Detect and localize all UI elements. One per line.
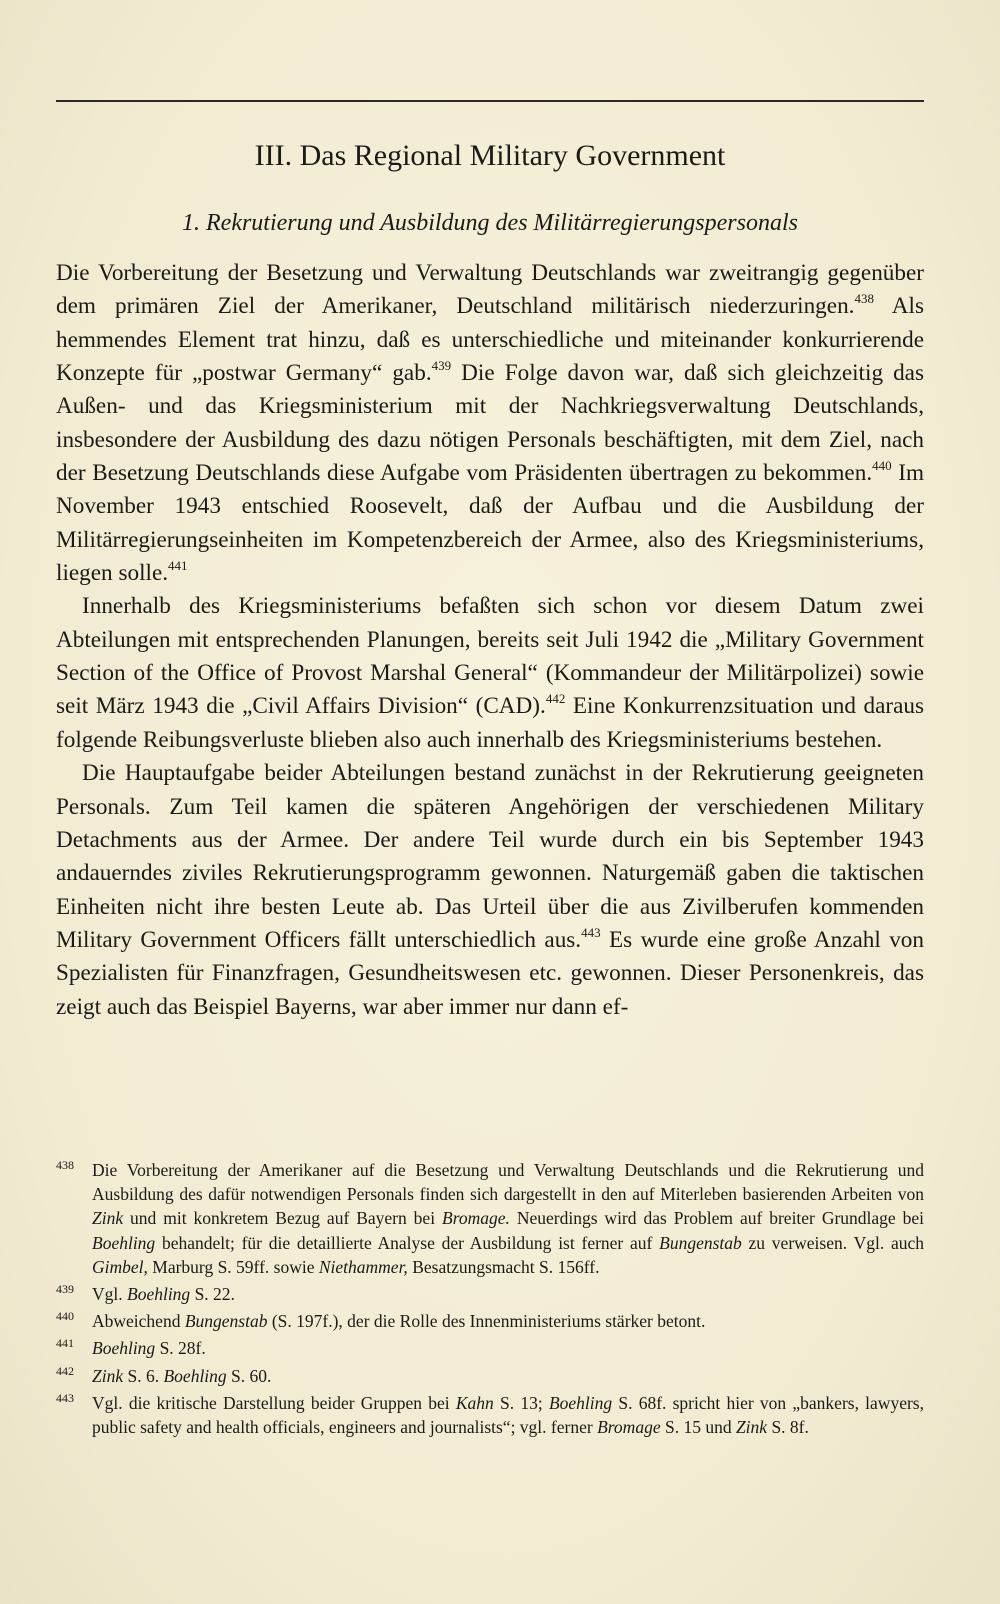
footnote-text (92, 1309, 924, 1333)
text-run: Innerhalb des Kriegsministeriums befaßten sich schon vor diesem Datum zwei Abteilungen mit entsprechenden Planungen, bereits seit Juli 1942 die „Military Government Section of the Office of Provost Marshal General“ (Kommandeur der Militärpolizei) sowie seit März 1943 die „Civil Affairs Division“ (CAD). (56, 593, 924, 720)
italic-text: Gimbel, (92, 1256, 148, 1277)
italic-text: Kahn (455, 1392, 494, 1413)
text-run: Abweichend (92, 1311, 185, 1332)
text-run: Die Hauptaufgabe beider Abteilungen bestand zunächst in der Rekrutierung geeigneten Personals. Zum Teil kamen die späteren Angehörigen der verschiedenen Military Detachments aus der Armee. Der andere Teil wurde durch ein bis September 1943 andauerndes ziviles Rekrutierungsprogramm gewonnen. Naturgemäß gaben die taktischen Einheiten nicht ihre besten Leute ab. Das Urteil über die aus Zivilberufen kommenden Military Government Officers fällt unterschiedlich aus. (56, 760, 924, 953)
italic-text: Zink (735, 1417, 768, 1438)
italic-text: Niethammer, (318, 1256, 408, 1277)
italic-text: Boehling (163, 1365, 227, 1386)
footnote (56, 1391, 924, 1439)
footnote (56, 1158, 924, 1279)
text-run: Neuerdings wird das Problem auf breiter Grundlage bei (509, 1208, 924, 1229)
footnote-text (92, 1158, 924, 1279)
footnote-number: 441 (56, 1336, 74, 1351)
subsection-title: 1. Rekrutierung und Ausbildung des Militärregierungspersonals (182, 210, 798, 236)
italic-text: Bromage. (442, 1208, 510, 1229)
text-run: Die Vorbereitung der Amerikaner auf die Besetzung und Verwaltung Deutschlands und die Rekrutierung und Ausbildung des dafür notwendigen Personals finden sich dargestellt in den auf Miterleben basierenden Arbeiten von (92, 1160, 924, 1205)
italic-text: Bromage (597, 1417, 661, 1438)
footnote-text (92, 1336, 924, 1360)
text-run: Im November 1943 entschied Roosevelt, daß der Aufbau und die Ausbildung der Militärregierungseinheiten im Kompetenzbereich der Armee, also des Kriegsministeriums, liegen solle. (56, 460, 924, 587)
text-run: S. 6. (123, 1365, 164, 1386)
text-run: Vgl. die kritische Darstellung beider Gruppen bei (92, 1392, 456, 1413)
text-run: (S. 197f.), der die Rolle des Innenministeriums stärker betont. (267, 1311, 706, 1332)
footnote-number: 438 (56, 1158, 74, 1172)
text-run: S. 8f. (767, 1417, 809, 1438)
paragraph (56, 257, 924, 590)
footnote (56, 1336, 924, 1360)
text-run: Besatzungsmacht S. 156ff. (407, 1256, 600, 1277)
italic-text: Zink (92, 1365, 124, 1386)
footnote (56, 1364, 924, 1388)
footnote-text (92, 1391, 924, 1439)
italic-text: Boehling (548, 1392, 613, 1413)
text-run: S. 13; (493, 1392, 549, 1413)
italic-text: Boehling (92, 1338, 156, 1359)
footnote-reference: 439 (431, 358, 452, 374)
footnote (56, 1282, 924, 1306)
text-run: und mit konkretem Bezug auf Bayern bei (123, 1208, 442, 1229)
paragraph (56, 590, 924, 757)
footnote-reference: 443 (581, 924, 601, 940)
text-run: Es wurde eine große Anzahl von Spezialisten für Finanzfragen, Gesundheitswesen etc. gewonnen. Dieser Personenkreis, das zeigt auch das Beispiel Bayerns, war aber immer nur dann ef- (56, 926, 924, 1020)
text-run: S. 15 und (660, 1417, 736, 1438)
italic-text: Boehling (127, 1284, 191, 1305)
paragraph (56, 757, 924, 1024)
footnote-number: 439 (56, 1282, 74, 1297)
footnote-reference: 442 (545, 691, 566, 707)
body-text (56, 257, 924, 1024)
footnote-reference: 441 (168, 558, 188, 574)
italic-text: Bungenstab (659, 1232, 742, 1253)
text-run: S. 60. (226, 1365, 272, 1386)
section-title: III. Das Regional Military Government (254, 139, 726, 172)
footnote (56, 1309, 924, 1333)
text-run: Die Vorbereitung der Besetzung und Verwaltung Deutschlands war zweitrangig gegenüber dem primären Ziel der Amerikaner, Deutschland militärisch niederzuringen. (56, 260, 924, 320)
footnote-reference: 438 (854, 291, 874, 307)
text-run: behandelt; für die detaillierte Analyse der Ausbildung ist ferner auf (155, 1232, 660, 1253)
text-run: zu verweisen. Vgl. auch (741, 1232, 924, 1253)
text-run: Die Folge davon war, daß sich gleichzeitig das Außen- und das Kriegsministerium mit der Nachkriegsverwaltung Deutschlands, insbesondere der Ausbildung des dazu nötigen Personals beschäftigten, mit dem Ziel, nach der Besetzung Deutschlands diese Aufgabe vom Präsidenten übertragen zu bekommen. (56, 360, 924, 487)
text-run: Vgl. (92, 1284, 127, 1305)
italic-text: Zink (92, 1208, 124, 1229)
text-run: Eine Konkurrenzsituation und daraus folgende Reibungsverluste blieben also auch innerhalb des Kriegsministeriums bestehen. (56, 693, 924, 753)
italic-text: Bungenstab (184, 1311, 268, 1332)
footnotes (56, 1158, 924, 1442)
text-run: S. 28f. (155, 1338, 206, 1359)
text-run: S. 22. (190, 1284, 235, 1305)
footnote-number: 442 (56, 1363, 74, 1378)
text-run: Als hemmendes Element trat hinzu, daß es unterschiedliche und miteinander konkurrierende Konzepte für „postwar Germany“ gab. (56, 293, 924, 387)
text-run: S. 68f. spricht hier von „bankers, lawyers, public safety and health officials, engineers and journalists“; vgl. ferner (92, 1392, 924, 1438)
footnote-text (92, 1364, 924, 1388)
footnote-text (92, 1282, 924, 1306)
text-run: Marburg S. 59ff. sowie (147, 1256, 319, 1277)
footnote-number: 443 (56, 1390, 74, 1405)
header-rule (56, 100, 924, 102)
italic-text: Boehling (92, 1232, 156, 1253)
footnote-reference: 440 (872, 458, 892, 474)
footnote-number: 440 (56, 1309, 74, 1324)
